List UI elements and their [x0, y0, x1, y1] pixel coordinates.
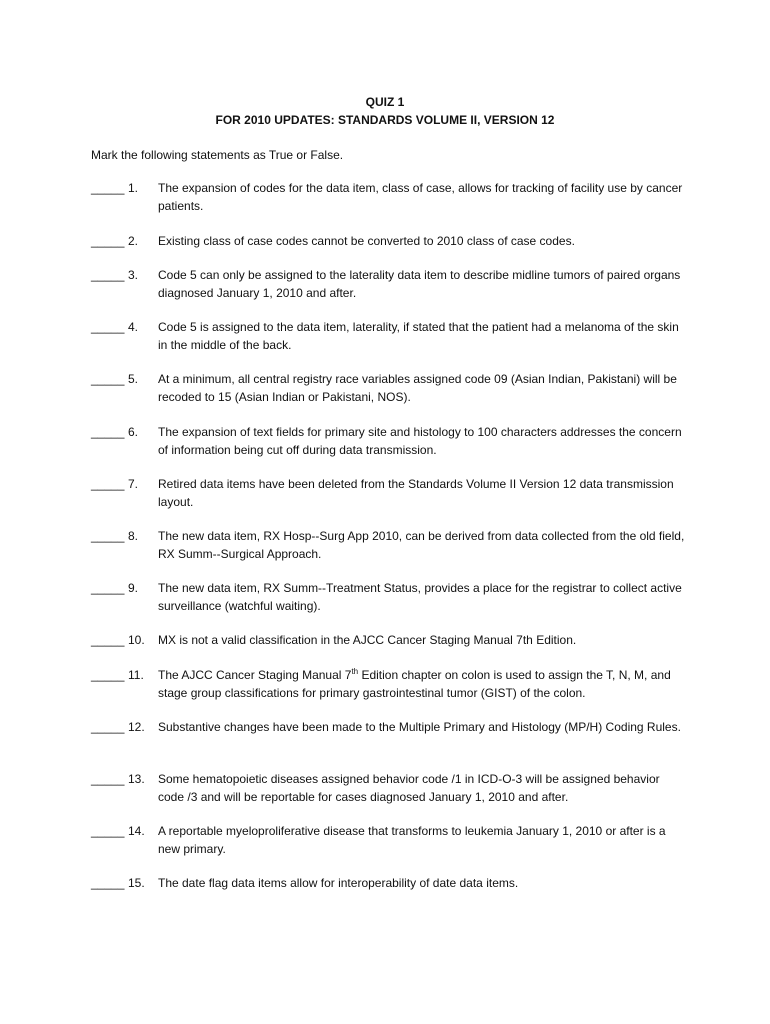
question-number: 9.: [128, 581, 139, 595]
question-number: 7.: [128, 477, 139, 491]
quiz-title: QUIZ 1: [365, 95, 405, 109]
question-item: [91, 771, 691, 806]
question-item: [91, 180, 691, 215]
question-number: 10.: [128, 633, 145, 647]
question-text: Existing class of case codes cannot be converted to 2010 class of case codes.: [158, 234, 575, 248]
answer-blank[interactable]: _____: [91, 668, 125, 682]
question-number: 15.: [128, 876, 145, 890]
answer-blank[interactable]: _____: [91, 824, 125, 838]
answer-blank[interactable]: _____: [91, 529, 125, 543]
question-number: 1.: [128, 181, 139, 195]
question-text: The date flag data items allow for interoperability of date data items.: [158, 876, 519, 890]
question-text: MX is not a valid classification in the AJCC Cancer Staging Manual 7th Edition.: [158, 633, 577, 647]
question-text: Some hematopoietic diseases assigned behavior code /1 in ICD-O-3 will be assigned behavior code /3 and will be reportable for cases diagnosed January 1, 2010 and after.: [158, 772, 660, 804]
instruction-text: Mark the following statements as True or False.: [91, 148, 344, 162]
question-text-part: Edition chapter on colon is used to assign the T, N, M, and stage group classifications for primary gastrointestinal tumor (GIST) of the colon.: [158, 668, 671, 700]
question-item: [91, 580, 691, 615]
question-item: [91, 424, 691, 459]
superscript-ordinal: th: [351, 667, 359, 676]
answer-blank[interactable]: _____: [91, 320, 125, 334]
question-number: 11.: [128, 668, 144, 682]
quiz-subtitle: FOR 2010 UPDATES: STANDARDS VOLUME II, VERSION 12: [215, 113, 555, 127]
question-item: [91, 719, 691, 737]
question-item: [91, 632, 691, 650]
question-item: [91, 371, 691, 406]
question-text: [158, 667, 688, 702]
question-number: 4.: [128, 320, 139, 334]
answer-blank[interactable]: _____: [91, 720, 125, 734]
question-item: [91, 233, 691, 251]
answer-blank[interactable]: _____: [91, 633, 125, 647]
answer-blank[interactable]: _____: [91, 876, 125, 890]
question-item: [91, 667, 691, 702]
answer-blank[interactable]: _____: [91, 268, 125, 282]
question-text: Code 5 is assigned to the data item, laterality, if stated that the patient had a melanoma of the skin in the middle of the back.: [158, 320, 679, 352]
question-item: [91, 528, 691, 563]
question-text: Substantive changes have been made to the Multiple Primary and Histology (MP/H) Coding Rules.: [158, 720, 681, 734]
question-number: 5.: [128, 372, 139, 386]
answer-blank[interactable]: _____: [91, 425, 125, 439]
answer-blank[interactable]: _____: [91, 181, 125, 195]
question-number: 13.: [128, 772, 145, 786]
question-text: The new data item, RX Summ--Treatment Status, provides a place for the registrar to collect active surveillance (watchful waiting).: [158, 581, 682, 613]
question-text: Retired data items have been deleted from the Standards Volume II Version 12 data transmission layout.: [158, 477, 674, 509]
answer-blank[interactable]: _____: [91, 772, 125, 786]
question-item: [91, 267, 691, 302]
question-number: 2.: [128, 234, 139, 248]
question-text: The new data item, RX Hosp--Surg App 2010, can be derived from data collected from the old field, RX Summ--Surgical Approach.: [158, 529, 685, 561]
question-number: 6.: [128, 425, 139, 439]
question-item: [91, 823, 691, 858]
question-item: [91, 476, 691, 511]
question-text: The expansion of text fields for primary site and histology to 100 characters addresses the concern of information being cut off during data transmission.: [158, 425, 682, 457]
question-number: 14.: [128, 824, 145, 838]
answer-blank[interactable]: _____: [91, 234, 125, 248]
question-text: The expansion of codes for the data item, class of case, allows for tracking of facility use by cancer patients.: [158, 181, 683, 213]
question-item: [91, 875, 691, 893]
question-text: At a minimum, all central registry race variables assigned code 09 (Asian Indian, Pakistani) will be recoded to 15 (Asian Indian or Pakistani, NOS).: [158, 372, 677, 404]
question-item: [91, 319, 691, 354]
answer-blank[interactable]: _____: [91, 372, 125, 386]
question-text: Code 5 can only be assigned to the laterality data item to describe midline tumors of paired organs diagnosed January 1, 2010 and after.: [158, 268, 681, 300]
question-number: 8.: [128, 529, 139, 543]
question-text-part: The AJCC Cancer Staging Manual 7: [158, 668, 352, 682]
question-number: 3.: [128, 268, 139, 282]
question-number: 12.: [128, 720, 145, 734]
question-text: A reportable myeloproliferative disease that transforms to leukemia January 1, 2010 or after is a new primary.: [158, 824, 666, 856]
answer-blank[interactable]: _____: [91, 477, 125, 491]
answer-blank[interactable]: _____: [91, 581, 125, 595]
